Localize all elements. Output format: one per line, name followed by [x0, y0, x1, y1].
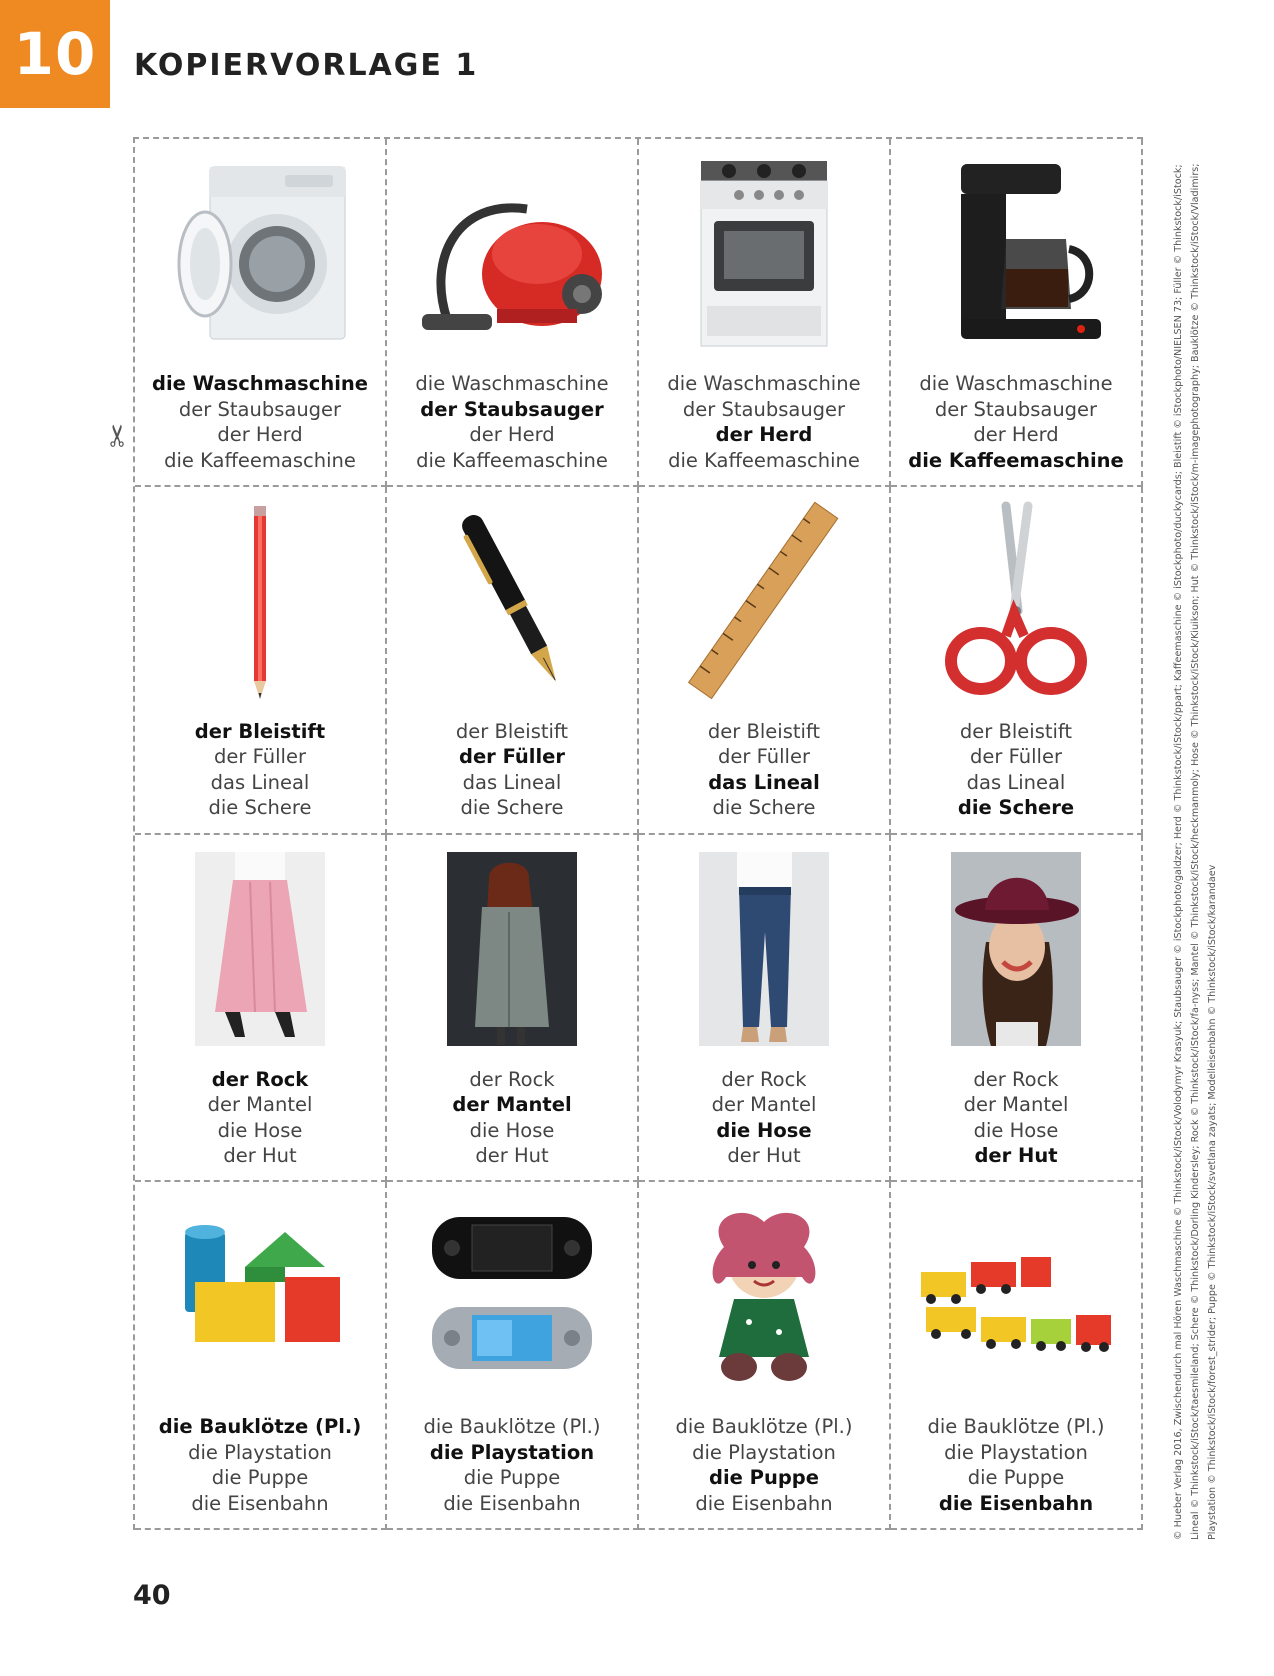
handheld-console-image	[387, 1194, 637, 1399]
vocab-card	[387, 139, 639, 487]
word-option: die Bauklötze (Pl.)	[927, 1415, 1105, 1439]
word-list	[135, 1067, 385, 1169]
word-option: die Eisenbahn	[443, 1491, 581, 1515]
word-option: die Schere	[712, 796, 816, 820]
image-credits	[1170, 163, 1221, 1540]
word-option: der Hut	[223, 1144, 297, 1167]
word-option: der Herd	[217, 423, 303, 446]
word-option: der Bleistift	[959, 719, 1073, 743]
word-option: das Lineal	[966, 770, 1066, 794]
word-option: die Waschmaschine	[415, 372, 609, 395]
vocab-card	[387, 487, 639, 835]
word-option: der Rock	[469, 1067, 555, 1091]
word-option: die Kaffeemaschine	[164, 448, 356, 472]
word-list	[135, 719, 385, 821]
word-list	[135, 1414, 385, 1516]
vocab-card	[891, 487, 1143, 835]
word-option: der Rock	[721, 1067, 807, 1091]
word-list	[639, 1067, 889, 1169]
highlighted-word: die Puppe	[709, 1466, 819, 1490]
word-list	[639, 1414, 889, 1516]
chapter-number-box	[0, 0, 110, 108]
credit-line: © Hueber Verlag 2016, Zwischendurch mal Hören Waschmaschine © Thinkstock/iStock/Volodymyr Krasyuk; Staubsauger © iStockphoto/galdzer; Herd © Thinkstock/iStock/ppart; Kaffeemaschine © iStockphoto/duckycards; Bleistift © iStockphoto/NIELSEN 73; Füller © Thinkstock/iStock;	[1173, 164, 1184, 1540]
word-option: der Hut	[475, 1144, 549, 1167]
vocab-card	[387, 1182, 639, 1530]
card-grid	[133, 137, 1143, 1530]
word-option: der Füller	[214, 745, 306, 769]
word-option: der Mantel	[207, 1093, 313, 1116]
highlighted-word: der Rock	[211, 1067, 309, 1091]
coffee-machine-image	[891, 151, 1141, 356]
highlighted-word: die Eisenbahn	[938, 1491, 1094, 1515]
word-option: die Playstation	[188, 1440, 332, 1464]
word-list	[135, 371, 385, 473]
vacuum-cleaner-image	[387, 151, 637, 356]
word-option: die Waschmaschine	[919, 372, 1113, 395]
word-option: die Playstation	[944, 1440, 1088, 1464]
word-option: die Puppe	[463, 1466, 561, 1490]
word-option: der Herd	[469, 423, 555, 446]
word-list	[891, 1067, 1141, 1169]
word-option: das Lineal	[462, 770, 562, 794]
building-blocks-image	[135, 1194, 385, 1399]
word-option: der Mantel	[963, 1093, 1069, 1116]
vocab-card	[891, 1182, 1143, 1530]
word-option: das Lineal	[210, 770, 310, 794]
word-option: der Füller	[970, 745, 1062, 769]
page-number: 40	[133, 1580, 171, 1611]
word-option: die Eisenbahn	[191, 1491, 329, 1515]
coat-photo-image	[387, 847, 637, 1052]
highlighted-word: die Hose	[716, 1118, 812, 1142]
washing-machine-image	[135, 151, 385, 356]
word-option: die Kaffeemaschine	[416, 448, 608, 472]
highlighted-word: der Hut	[974, 1144, 1058, 1167]
vocab-card	[135, 139, 387, 487]
word-option: der Füller	[718, 745, 810, 769]
toy-train-image	[891, 1194, 1141, 1399]
word-option: der Hut	[727, 1144, 801, 1167]
word-option: der Bleistift	[707, 719, 821, 743]
word-option: der Rock	[973, 1067, 1059, 1091]
vocab-card	[135, 1182, 387, 1530]
word-list	[639, 371, 889, 473]
credit-line: Lineal © Thinkstock/iStock/taesmileland; Schere © Thinkstock/Dorling Kindersley; Rock © Thinkstock/iStock/fa-nyss; Mantel © Thinkstock/iStock/heckmanmoly; Hose © Thinkstock/iStock/Kiuikson; Hut © Thinkstock/iStock/m-imagephotography; Bauklötze © Thinkstock/iStock/Vladimirs;	[1190, 163, 1201, 1540]
word-option: die Waschmaschine	[667, 372, 861, 395]
word-list	[387, 1067, 637, 1169]
word-option: der Herd	[973, 423, 1059, 446]
credit-line: Playstation © Thinkstock/iStock/forest_strider; Puppe © Thinkstock/iStock/svetlana zayats; Modelleisenbahn © Thinkstock/iStock/karandaev	[1207, 864, 1218, 1540]
word-option: der Staubsauger	[934, 397, 1098, 421]
word-list	[891, 1414, 1141, 1516]
word-option: die Playstation	[692, 1440, 836, 1464]
highlighted-word: der Staubsauger	[420, 397, 604, 421]
word-option: die Bauklötze (Pl.)	[675, 1415, 853, 1439]
vocab-card	[639, 1182, 891, 1530]
highlighted-word: die Waschmaschine	[152, 372, 368, 395]
highlighted-word: der Bleistift	[194, 719, 326, 743]
word-option: die Eisenbahn	[695, 1491, 833, 1515]
word-option: die Hose	[469, 1118, 555, 1142]
vocab-card	[639, 835, 891, 1183]
highlighted-word: die Bauklötze (Pl.)	[158, 1415, 362, 1439]
highlighted-word: das Lineal	[708, 770, 820, 794]
word-list	[387, 1414, 637, 1516]
highlighted-word: die Schere	[957, 796, 1075, 820]
skirt-photo-image	[135, 847, 385, 1052]
word-option: der Bleistift	[455, 719, 569, 743]
ruler-image	[639, 499, 889, 704]
word-list	[387, 719, 637, 821]
word-option: die Schere	[208, 796, 312, 820]
scissors-icon: ✂	[101, 422, 137, 449]
vocab-card	[891, 139, 1143, 487]
highlighted-word: der Herd	[715, 423, 813, 446]
vocab-card	[135, 835, 387, 1183]
highlighted-word: der Mantel	[452, 1093, 572, 1116]
chapter-number: 10	[13, 20, 97, 88]
word-option: die Bauklötze (Pl.)	[423, 1415, 601, 1439]
vocab-card	[639, 139, 891, 487]
jeans-photo-image	[639, 847, 889, 1052]
word-list	[639, 719, 889, 821]
scissors-image	[891, 499, 1141, 704]
vocab-card	[135, 487, 387, 835]
word-option: der Staubsauger	[682, 397, 846, 421]
hat-photo-image	[891, 847, 1141, 1052]
word-list	[891, 371, 1141, 473]
highlighted-word: der Füller	[458, 745, 566, 769]
word-list	[891, 719, 1141, 821]
word-list	[387, 371, 637, 473]
highlighted-word: die Kaffeemaschine	[908, 448, 1124, 472]
word-option: die Hose	[217, 1118, 303, 1142]
word-option: der Staubsauger	[178, 397, 342, 421]
page-title: KOPIERVORLAGE 1	[134, 48, 479, 83]
word-option: die Puppe	[211, 1466, 309, 1490]
word-option: der Mantel	[711, 1093, 817, 1116]
word-option: die Puppe	[967, 1466, 1065, 1490]
vocab-card	[387, 835, 639, 1183]
pencil-image	[135, 499, 385, 704]
fountain-pen-image	[387, 499, 637, 704]
word-option: die Schere	[460, 796, 564, 820]
vocab-card	[891, 835, 1143, 1183]
word-option: die Hose	[973, 1118, 1059, 1142]
highlighted-word: die Playstation	[429, 1440, 595, 1464]
doll-image	[639, 1194, 889, 1399]
word-option: die Kaffeemaschine	[668, 448, 860, 472]
vocab-card	[639, 487, 891, 835]
stove-image	[639, 151, 889, 356]
